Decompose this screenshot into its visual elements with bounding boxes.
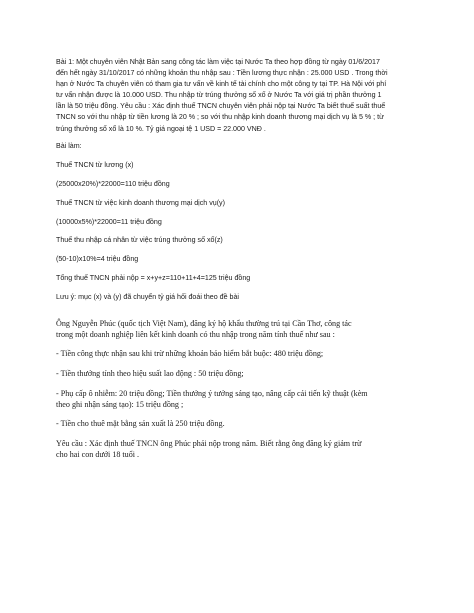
income-item-allowance-bonus <box>56 389 420 410</box>
lottery-tax-calculation: (50-10)x10%=4 triệu đồng <box>56 255 139 263</box>
problem-1-line: TNCN so với thu nhập từ tiền lương là 20 % ; so với thu nhập kinh doanh thương mại dịch vụ là 5 % ; từ <box>56 113 384 122</box>
income-item-wages: - Tiền công thực nhận sau khi trừ những khoản bảo hiểm bắt buộc: 480 triệu đồng; <box>56 349 324 358</box>
problem-2-request-line: Yêu cầu : Xác định thuế TNCN ông Phúc phải nộp trong năm. Biết rằng ông đăng ký giảm trừ <box>56 439 362 448</box>
income-item-performance-bonus: - Tiền thưởng tính theo hiệu suất lao động : 50 triệu đồng; <box>56 369 244 378</box>
total-tax: Tổng thuế TNCN phải nộp = x+y+z=110+11+4=125 triệu đồng <box>56 274 251 282</box>
business-tax-label: Thuế TNCN từ việc kinh doanh thương mại dịch vụ(y) <box>56 199 225 207</box>
problem-1-line: đến hết ngày 31/10/2017 có những khoản thu nhập sau : Tiền lương thực nhận : 25.000 USD . Trong thời <box>56 69 388 78</box>
income-item-allowance-line: theo ghi nhận sáng tạo): 15 triệu đồng ; <box>56 399 184 409</box>
salary-tax-label: Thuế TNCN từ lương (x) <box>56 161 134 169</box>
income-item-allowance-line: - Phụ cấp ô nhiễm: 20 triệu đồng; Tiền thưởng ý tưởng sáng tạo, nâng cấp cải tiến kỹ thuật (kèm <box>56 389 368 398</box>
problem-2-intro <box>56 319 420 340</box>
problem-1-paragraph <box>56 57 420 135</box>
problem-1-line: lần là 50 triệu đồng. Yêu cầu : Xác định thuế TNCN chuyên viên phải nộp tại Nước Ta biết thuế suất thuế <box>56 102 386 111</box>
business-tax-calculation: (10000x5%)*22000=11 triệu đồng <box>56 218 162 226</box>
income-item-rental: - Tiền cho thuê mặt bằng sản xuất là 250 triệu đồng. <box>56 419 225 428</box>
problem-2-intro-line: Ông Nguyễn Phúc (quốc tịch Việt Nam), đăng ký hộ khẩu thường trú tại Cần Thơ, công tác <box>56 319 352 328</box>
problem-2-request-line: cho hai con dưới 18 tuổi . <box>56 449 140 459</box>
problem-1-line: Bài 1: Một chuyên viên Nhật Bản sang công tác làm việc tại Nước Ta theo hợp đồng từ ngày 01/6/2017 <box>56 58 380 66</box>
solution-heading: Bài làm: <box>56 142 82 150</box>
problem-1-line: tư vấn nhận được là 10.000 USD. Thu nhập từ trúng thưởng số xố ở Nước Ta với giá trị phần thưởng 1 <box>56 91 382 100</box>
problem-1-line: trúng thưởng số xổ là 10 %. Tỷ giá ngoại tệ 1 USD = 22.000 VNĐ . <box>56 124 266 133</box>
lottery-tax-label: Thuế thu nhập cá nhân từ việc trúng thưởng số xố(z) <box>56 236 223 244</box>
problem-1-line: hạn ở Nước Ta chuyên viên có tham gia tư vấn về kinh tế tài chính cho một công ty tại TP. Hà Nội với phí <box>56 80 387 89</box>
problem-2-request <box>56 439 420 460</box>
solution-note: Lưu ý: mục (x) và (y) đã chuyển tỷ giá hối đoái theo đề bài <box>56 293 239 301</box>
problem-2-intro-line: trong một doanh nghiệp liên kết kinh doanh có thu nhập trong năm tính thuế như sau : <box>56 329 335 339</box>
salary-tax-calculation: (25000x20%)*22000=110 triệu đồng <box>56 180 170 188</box>
